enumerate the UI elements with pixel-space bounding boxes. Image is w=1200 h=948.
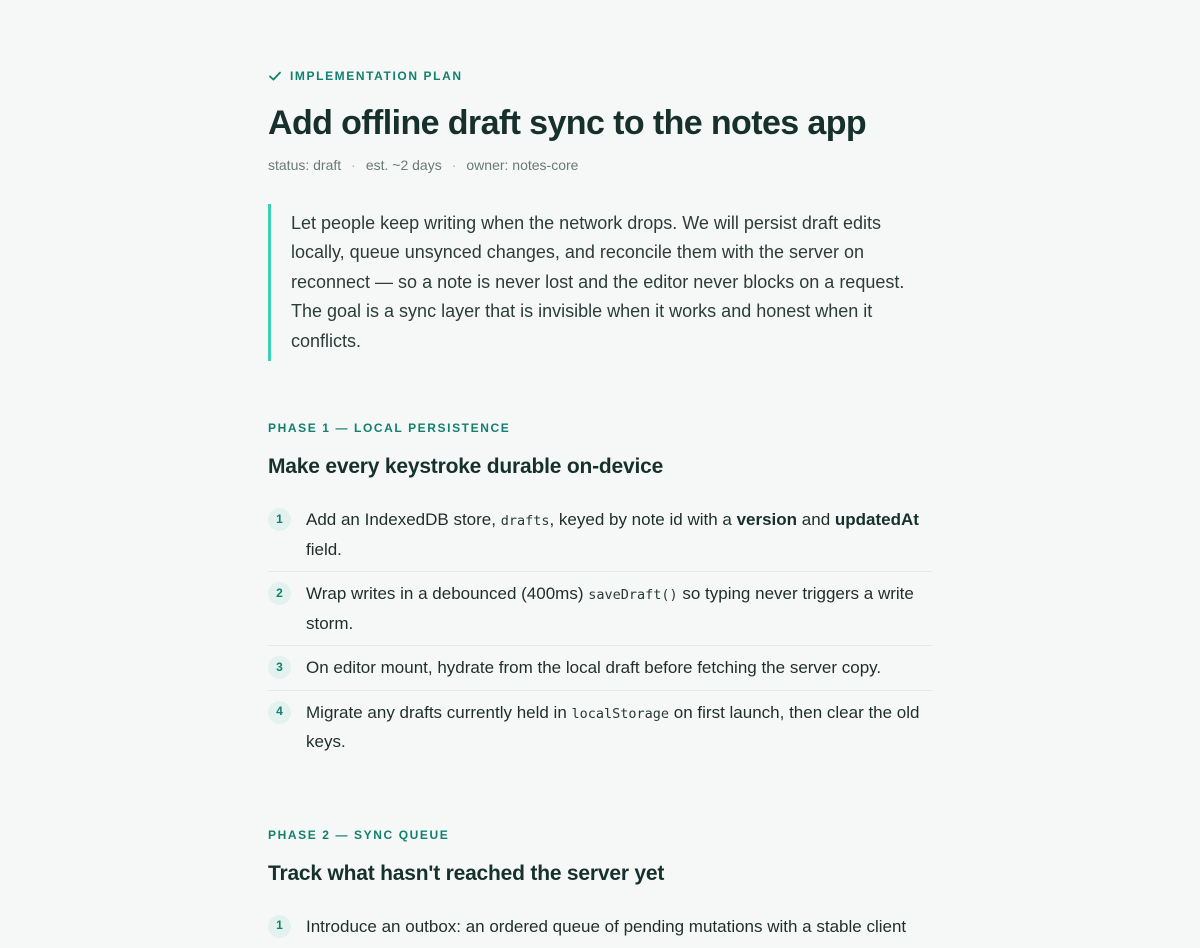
check-icon	[268, 69, 282, 83]
step-text-segment: On editor mount, hydrate from the local draft before fetching the server copy.	[306, 658, 882, 678]
step-number: 4	[268, 701, 291, 724]
step-text-segment: Introduce an outbox: an ordered queue of pending mutations with a stable client	[306, 916, 907, 936]
phase-1-section	[268, 421, 932, 764]
step-text-segment: , keyed by note id with a	[549, 510, 737, 530]
step-item	[268, 913, 932, 948]
plan-eyebrow	[268, 68, 932, 84]
status-meta: status: draft	[268, 157, 342, 173]
estimate-meta: est. ~2 days	[365, 157, 442, 173]
step-number: 2	[268, 582, 291, 605]
step-text-segment: Migrate any drafts currently held in	[306, 702, 572, 722]
inline-code: saveDraft()	[588, 587, 678, 604]
step-text-segment: on first launch, then clear the old keys.	[306, 702, 920, 752]
step-item	[268, 691, 932, 764]
step-number: 1	[268, 508, 291, 531]
plan-document	[268, 0, 932, 948]
step-text	[306, 913, 932, 941]
plan-meta	[268, 156, 932, 174]
step-text-segment: Wrap writes in a debounced (400ms)	[306, 584, 589, 604]
phase-title: Track what hasn't reached the server yet	[268, 861, 665, 885]
meta-separator: ·	[351, 157, 356, 173]
phase-title: Make every keystroke durable on-device	[268, 455, 664, 479]
phase-label: PHASE 2 — SYNC QUEUE	[268, 827, 450, 842]
meta-separator: ·	[451, 157, 457, 173]
step-list	[268, 913, 932, 948]
step-text-segment: so typing never triggers a write storm.	[306, 584, 914, 633]
step-number: 1	[268, 915, 291, 938]
phase-label: PHASE 1 — LOCAL PERSISTENCE	[268, 421, 511, 436]
step-text-segment: field.	[306, 539, 342, 559]
step-item	[268, 506, 932, 572]
step-text-segment: and	[797, 510, 835, 530]
owner-meta: owner: notes-core	[466, 157, 579, 173]
phase-2-section	[268, 828, 932, 948]
plan-summary: Let people keep writing when the network drops. We will persist draft edits locally, queue unsynced changes, and reconcile them with the server on reconnect — so a note is never lost and the editor never blocks on a request. The goal is a sync layer that is invisible when it works and honest when it conflicts.	[268, 204, 932, 361]
step-number: 3	[268, 656, 291, 679]
page-title: Add offline draft sync to the notes app	[268, 104, 867, 142]
step-text	[306, 580, 932, 637]
step-item	[268, 646, 932, 691]
step-text-segment: Add an IndexedDB store,	[306, 510, 501, 530]
inline-code: drafts	[500, 513, 550, 530]
step-text	[306, 654, 932, 682]
bold-term: version	[736, 510, 798, 530]
step-list	[268, 506, 932, 764]
step-text	[306, 699, 932, 756]
bold-term: updatedAt	[834, 510, 919, 530]
eyebrow-label: IMPLEMENTATION PLAN	[290, 69, 463, 83]
step-item	[268, 572, 932, 646]
inline-code: localStorage	[571, 705, 670, 722]
step-text	[306, 506, 932, 563]
